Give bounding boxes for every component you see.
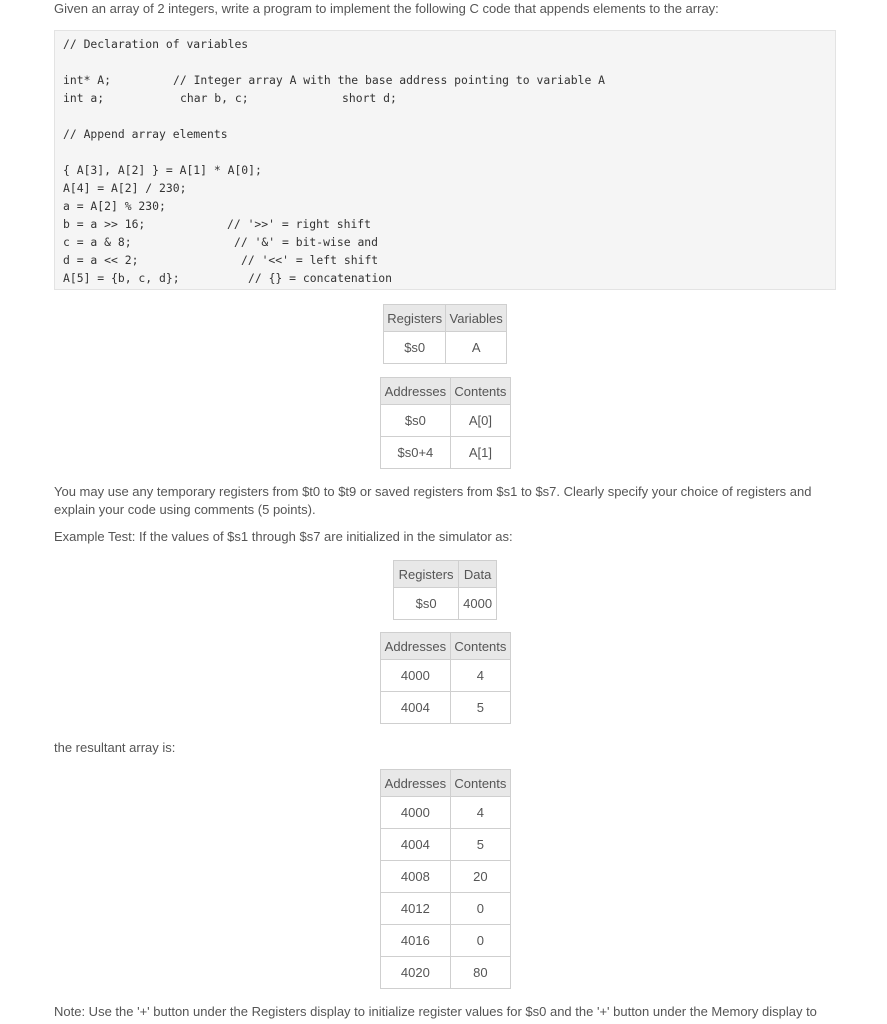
code-line-7: A[5] = {b, c, d}; bbox=[63, 271, 180, 285]
code-comment-int-ptr: // Integer array A with the base address pointing to variable A bbox=[173, 73, 606, 87]
header-addresses: Addresses bbox=[381, 770, 451, 797]
registers-variables-table bbox=[383, 304, 507, 364]
initial-memory-table bbox=[380, 632, 511, 724]
addresses-contents-table bbox=[380, 377, 511, 469]
code-comment-append: // Append array elements bbox=[63, 127, 228, 141]
cell-address: $s0 bbox=[381, 405, 451, 437]
code-line-6: d = a << 2; bbox=[63, 253, 139, 267]
cell-address: $s0+4 bbox=[381, 437, 451, 469]
cell-address: 4004 bbox=[381, 829, 451, 861]
code-comment-declaration: // Declaration of variables bbox=[63, 37, 249, 51]
example-text: Example Test: If the values of $s1 through $s7 are initialized in the simulator as: bbox=[54, 529, 513, 544]
header-contents: Contents bbox=[450, 633, 510, 660]
header-data: Data bbox=[459, 561, 497, 588]
code-line-4: b = a >> 16; bbox=[63, 217, 146, 231]
registers-data-table bbox=[393, 560, 497, 620]
code-line-int-a: int a; bbox=[63, 91, 105, 105]
cell-address: 4000 bbox=[381, 660, 451, 692]
header-variables: Variables bbox=[446, 305, 507, 332]
code-line-char: char b, c; bbox=[180, 91, 249, 105]
header-contents: Contents bbox=[450, 378, 510, 405]
header-registers: Registers bbox=[384, 305, 446, 332]
code-line-2: A[4] = A[2] / 230; bbox=[63, 181, 187, 195]
cell-register: $s0 bbox=[394, 588, 459, 620]
cell-address: 4000 bbox=[381, 797, 451, 829]
cell-content: 4 bbox=[450, 797, 510, 829]
code-line-short: short d; bbox=[342, 91, 397, 105]
code-line-3: a = A[2] % 230; bbox=[63, 199, 166, 213]
cell-address: 4008 bbox=[381, 861, 451, 893]
cell-content: A[1] bbox=[450, 437, 510, 469]
cell-content: 20 bbox=[450, 861, 510, 893]
code-line-5: c = a & 8; bbox=[63, 235, 132, 249]
code-line-int-ptr: int* A; bbox=[63, 73, 112, 87]
note-text: Note: Use the '+' button under the Registers display to initialize register values for $s0 and the '+' button under the Memory display to bbox=[54, 1004, 817, 1019]
cell-address: 4016 bbox=[381, 925, 451, 957]
code-comment-7: // {} = concatenation bbox=[248, 271, 393, 285]
result-label: the resultant array is: bbox=[54, 740, 176, 755]
intro-text: Given an array of 2 integers, write a program to implement the following C code that appends elements to the array: bbox=[54, 1, 719, 16]
result-memory-table bbox=[380, 769, 511, 989]
cell-content: 5 bbox=[450, 692, 510, 724]
code-line-1: { A[3], A[2] } = A[1] * A[0]; bbox=[63, 163, 262, 177]
code-comment-6: // '<<' = left shift bbox=[241, 253, 379, 267]
cell-content: 5 bbox=[450, 829, 510, 861]
cell-data: 4000 bbox=[459, 588, 497, 620]
header-contents: Contents bbox=[450, 770, 510, 797]
header-registers: Registers bbox=[394, 561, 459, 588]
cell-content: 80 bbox=[450, 957, 510, 989]
code-comment-5: // '&' = bit-wise and bbox=[234, 235, 379, 249]
cell-content: 0 bbox=[450, 925, 510, 957]
code-comment-4: // '>>' = right shift bbox=[227, 217, 372, 231]
cell-variable: A bbox=[446, 332, 507, 364]
cell-content: A[0] bbox=[450, 405, 510, 437]
instructions-text: You may use any temporary registers from $t0 to $t9 or saved registers from $s1 to $s7. Clearly specify your choice of registers and explain your code using comments (5 points). bbox=[54, 484, 812, 517]
cell-address: 4012 bbox=[381, 893, 451, 925]
code-block bbox=[54, 30, 836, 290]
header-addresses: Addresses bbox=[381, 378, 451, 405]
cell-register: $s0 bbox=[384, 332, 446, 364]
header-addresses: Addresses bbox=[381, 633, 451, 660]
cell-content: 0 bbox=[450, 893, 510, 925]
cell-address: 4004 bbox=[381, 692, 451, 724]
cell-content: 4 bbox=[450, 660, 510, 692]
cell-address: 4020 bbox=[381, 957, 451, 989]
